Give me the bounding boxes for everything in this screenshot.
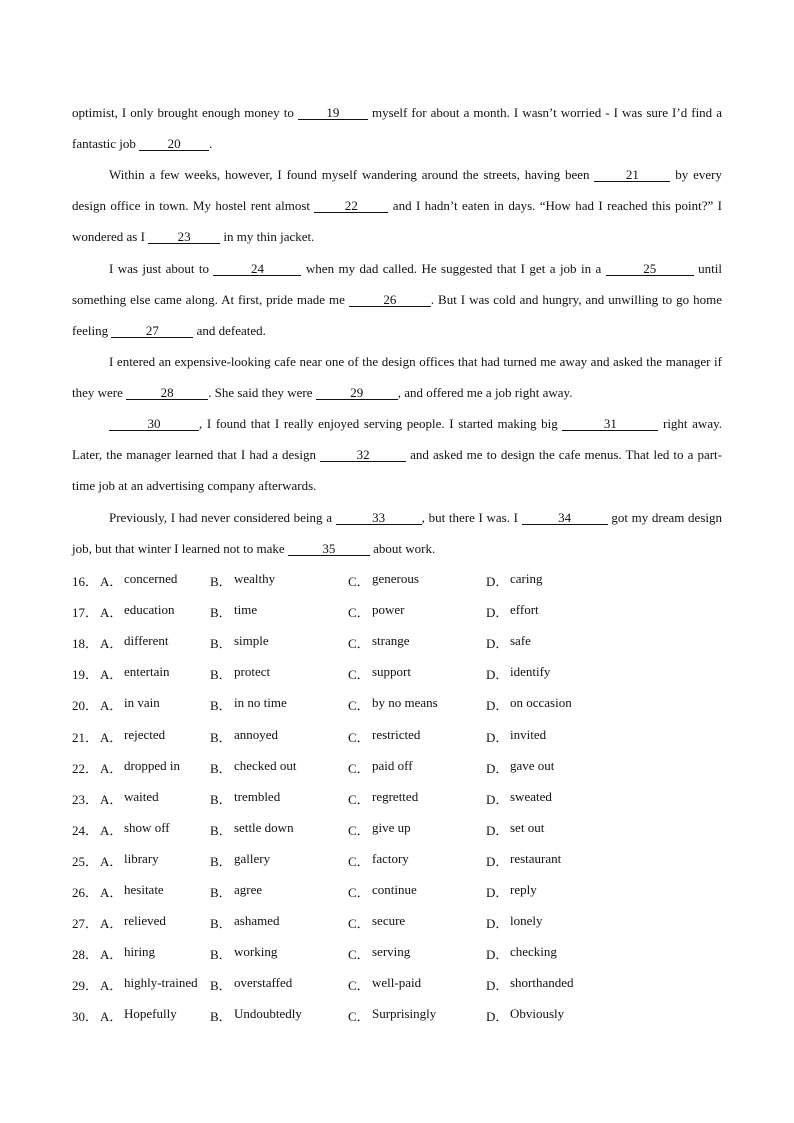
question-number: 17． <box>72 605 99 621</box>
option-label: C． <box>348 978 370 994</box>
option-text: regretted <box>372 788 419 804</box>
option-text: wealthy <box>234 571 276 587</box>
answer-blank: 31 <box>562 417 658 431</box>
option-text: show off <box>124 819 170 835</box>
option-label: B． <box>210 822 232 838</box>
question-row <box>72 565 732 596</box>
option-text: identify <box>510 664 551 680</box>
option-label: C． <box>348 667 370 683</box>
option-label: D． <box>486 853 509 869</box>
option-d <box>486 913 624 932</box>
option-text: gave out <box>510 757 555 773</box>
option-label: C． <box>348 916 370 932</box>
option-a <box>72 944 210 963</box>
option-label: D． <box>486 574 509 590</box>
option-label: A． <box>100 574 123 590</box>
passage-text: Within a few weeks, however, I found myself wandering around the streets, having been <box>109 167 595 182</box>
option-label: C． <box>348 605 370 621</box>
option-d <box>486 882 624 901</box>
option-label: A． <box>100 947 123 963</box>
option-c <box>348 789 486 808</box>
option-label: B． <box>210 760 232 776</box>
option-label: B． <box>210 605 232 621</box>
option-a <box>72 789 210 808</box>
option-label: B． <box>210 916 232 932</box>
option-text: annoyed <box>234 726 279 742</box>
answer-blank: 25 <box>606 262 694 276</box>
option-label: C． <box>348 947 370 963</box>
passage-text: , I found that I really enjoyed serving people. I started making big <box>199 416 563 431</box>
option-label: C． <box>348 729 370 745</box>
question-row <box>72 689 732 720</box>
option-label: D． <box>486 698 509 714</box>
answer-blank: 27 <box>111 324 193 338</box>
option-text: serving <box>372 944 411 960</box>
passage-text: . <box>209 136 213 152</box>
passage-text: by every design office in town. My hostel rent almost <box>72 167 722 214</box>
option-a <box>72 758 210 777</box>
option-text: time <box>234 602 258 618</box>
option-text: education <box>124 602 175 618</box>
answer-blank: 32 <box>320 448 406 462</box>
answer-blank: 20 <box>139 137 209 151</box>
question-row <box>72 814 732 845</box>
option-text: continue <box>372 881 417 897</box>
option-label: B． <box>210 698 232 714</box>
option-d <box>486 664 624 683</box>
option-label: C． <box>348 791 370 807</box>
option-c <box>348 664 486 683</box>
option-label: A． <box>100 916 123 932</box>
option-text: waited <box>124 788 159 804</box>
option-a <box>72 851 210 870</box>
question-number: 24． <box>72 822 99 838</box>
option-text: Hopefully <box>124 1006 177 1022</box>
option-text: support <box>372 664 411 680</box>
question-row <box>72 938 732 969</box>
option-text: rejected <box>124 726 166 742</box>
option-c <box>348 633 486 652</box>
option-label: C． <box>348 853 370 869</box>
option-b <box>210 602 348 621</box>
option-label: A． <box>100 822 123 838</box>
passage-paragraph <box>72 253 722 347</box>
option-label: B． <box>210 667 232 683</box>
option-text: highly-trained <box>124 975 198 991</box>
option-b <box>210 820 348 839</box>
option-label: A． <box>100 605 123 621</box>
option-label: B． <box>210 884 232 900</box>
option-c <box>348 602 486 621</box>
option-c <box>348 882 486 901</box>
option-b <box>210 882 348 901</box>
option-text: entertain <box>124 664 170 680</box>
option-text: effort <box>510 602 539 618</box>
option-label: D． <box>486 760 509 776</box>
option-d <box>486 975 624 994</box>
option-text: shorthanded <box>510 975 574 991</box>
option-a <box>72 882 210 901</box>
option-text: set out <box>510 819 545 835</box>
option-text: checked out <box>234 757 297 773</box>
passage-text: , and offered me a job right away. <box>397 385 573 401</box>
option-c <box>348 727 486 746</box>
option-text: working <box>234 944 278 960</box>
option-label: A． <box>100 698 123 714</box>
option-text: hesitate <box>124 881 164 897</box>
option-text: dropped in <box>124 757 180 773</box>
question-number: 27． <box>72 916 99 932</box>
passage-text: and asked me to design the cafe menus. That led to a part-time job at an advertising company afterwards. <box>72 447 722 494</box>
question-row <box>72 627 732 658</box>
question-row <box>72 845 732 876</box>
question-number: 22． <box>72 760 99 776</box>
option-label: C． <box>348 574 370 590</box>
option-text: well-paid <box>372 975 422 991</box>
option-text: caring <box>510 571 543 587</box>
option-text: library <box>124 850 159 866</box>
option-b <box>210 944 348 963</box>
option-text: paid off <box>372 757 413 773</box>
answer-blank: 24 <box>213 262 301 276</box>
option-text: reply <box>510 881 537 897</box>
answer-blank: 19 <box>298 106 368 120</box>
option-label: D． <box>486 791 509 807</box>
option-label: A． <box>100 1009 123 1025</box>
option-label: A． <box>100 667 123 683</box>
answer-blank: 22 <box>314 199 388 213</box>
option-c <box>348 944 486 963</box>
option-label: D． <box>486 884 509 900</box>
option-text: in no time <box>234 695 287 711</box>
option-a <box>72 727 210 746</box>
option-a <box>72 664 210 683</box>
option-label: C． <box>348 760 370 776</box>
option-text: in vain <box>124 695 160 711</box>
option-label: B． <box>210 853 232 869</box>
answer-blank: 35 <box>288 542 370 556</box>
option-label: B． <box>210 791 232 807</box>
option-c <box>348 695 486 714</box>
option-text: Surprisingly <box>372 1006 437 1022</box>
question-row <box>72 720 732 751</box>
option-b <box>210 913 348 932</box>
passage-text: and I hadn’t eaten in days. “How had I reached this point?” I wondered as I <box>72 198 722 245</box>
question-number: 20． <box>72 698 99 714</box>
option-label: A． <box>100 729 123 745</box>
passage-text: I entered an expensive-looking cafe near one of the design offices that had turned me away and asked the manager if they were <box>72 354 722 401</box>
option-b <box>210 851 348 870</box>
answer-blank: 29 <box>316 386 398 400</box>
passage-text: optimist, I only brought enough money to <box>72 105 298 120</box>
passage-paragraph <box>72 346 722 408</box>
question-row <box>72 752 732 783</box>
option-label: B． <box>210 978 232 994</box>
option-label: B． <box>210 574 232 590</box>
question-list <box>72 565 732 1031</box>
option-c <box>348 1006 486 1025</box>
passage-text: myself for about a month. I wasn’t worried - I was sure I’d find a fantastic job <box>72 105 723 152</box>
question-number: 21． <box>72 729 99 745</box>
option-label: D． <box>486 978 509 994</box>
passage-paragraph <box>72 97 722 159</box>
option-label: D． <box>486 947 509 963</box>
option-text: sweated <box>510 788 552 804</box>
option-b <box>210 1006 348 1025</box>
option-label: C． <box>348 884 370 900</box>
option-b <box>210 664 348 683</box>
option-d <box>486 602 624 621</box>
option-d <box>486 851 624 870</box>
option-text: trembled <box>234 788 281 804</box>
option-text: protect <box>234 664 271 680</box>
passage-paragraph <box>72 159 722 253</box>
option-b <box>210 633 348 652</box>
option-d <box>486 727 624 746</box>
option-text: safe <box>510 633 531 649</box>
option-a <box>72 820 210 839</box>
question-row <box>72 969 732 1000</box>
option-text: restricted <box>372 726 421 742</box>
option-label: B． <box>210 636 232 652</box>
option-label: C． <box>348 822 370 838</box>
option-label: D． <box>486 667 509 683</box>
option-label: D． <box>486 916 509 932</box>
option-text: secure <box>372 913 406 929</box>
option-label: A． <box>100 853 123 869</box>
option-a <box>72 913 210 932</box>
answer-blank: 23 <box>148 230 220 244</box>
option-a <box>72 1006 210 1025</box>
question-number: 19． <box>72 667 99 683</box>
option-c <box>348 975 486 994</box>
passage-paragraph <box>72 408 722 502</box>
passage-text: until something else came along. At first, pride made me <box>72 261 722 308</box>
question-number: 25． <box>72 853 99 869</box>
answer-blank: 28 <box>126 386 208 400</box>
option-label: C． <box>348 1009 370 1025</box>
question-number: 30． <box>72 1009 99 1025</box>
option-d <box>486 758 624 777</box>
option-text: Obviously <box>510 1006 565 1022</box>
passage-text: right away. Later, the manager learned that I had a design <box>72 416 722 463</box>
option-label: A． <box>100 884 123 900</box>
option-label: B． <box>210 1009 232 1025</box>
answer-blank: 26 <box>349 293 431 307</box>
option-text: simple <box>234 633 269 649</box>
option-label: C． <box>348 636 370 652</box>
passage-text: . But I was cold and hungry, and unwilling to go home feeling <box>72 292 722 339</box>
question-number: 28． <box>72 947 99 963</box>
passage-text: when my dad called. He suggested that I get a job in a <box>301 261 606 276</box>
option-text: invited <box>510 726 547 742</box>
option-text: ashamed <box>234 913 280 929</box>
option-c <box>348 571 486 590</box>
option-label: D． <box>486 822 509 838</box>
question-number: 29． <box>72 978 99 994</box>
answer-blank: 33 <box>336 511 422 525</box>
passage-text: I was just about to <box>109 261 214 276</box>
option-text: restaurant <box>510 850 562 866</box>
option-a <box>72 602 210 621</box>
passage-text: got my dream design job, but that winter I learned not to make <box>72 510 722 557</box>
question-number: 18． <box>72 636 99 652</box>
option-label: A． <box>100 636 123 652</box>
option-text: concerned <box>124 571 178 587</box>
option-b <box>210 758 348 777</box>
option-text: by no means <box>372 695 438 711</box>
option-b <box>210 571 348 590</box>
passage-text: about work. <box>369 541 436 557</box>
option-a <box>72 633 210 652</box>
option-text: overstaffed <box>234 975 293 991</box>
option-text: agree <box>234 881 263 897</box>
answer-blank: 21 <box>594 168 670 182</box>
option-d <box>486 944 624 963</box>
answer-blank: 30 <box>109 417 199 431</box>
passage-text: . She said they were <box>208 385 316 401</box>
option-c <box>348 851 486 870</box>
option-text: gallery <box>234 850 271 866</box>
option-text: relieved <box>124 913 166 929</box>
option-text: power <box>372 602 405 618</box>
option-b <box>210 975 348 994</box>
option-d <box>486 571 624 590</box>
option-text: strange <box>372 633 410 649</box>
option-text: generous <box>372 571 419 587</box>
passage-text: Previously, I had never considered being a <box>109 510 336 525</box>
option-label: C． <box>348 698 370 714</box>
question-number: 16． <box>72 574 99 590</box>
option-c <box>348 758 486 777</box>
option-text: different <box>124 633 169 649</box>
option-text: hiring <box>124 944 156 960</box>
question-row <box>72 783 732 814</box>
passage-paragraph <box>72 502 722 564</box>
answer-blank: 34 <box>522 511 608 525</box>
option-text: checking <box>510 944 557 960</box>
option-label: B． <box>210 729 232 745</box>
question-row <box>72 658 732 689</box>
option-label: B． <box>210 947 232 963</box>
question-number: 26． <box>72 884 99 900</box>
option-text: on occasion <box>510 695 572 711</box>
passage-text: , but there I was. I <box>421 510 522 525</box>
question-row <box>72 596 732 627</box>
option-a <box>72 975 210 994</box>
option-a <box>72 571 210 590</box>
option-b <box>210 789 348 808</box>
option-d <box>486 695 624 714</box>
option-text: give up <box>372 819 411 835</box>
passage-text: in my thin jacket. <box>220 229 315 245</box>
option-d <box>486 789 624 808</box>
option-text: lonely <box>510 913 543 929</box>
option-label: D． <box>486 605 509 621</box>
option-d <box>486 820 624 839</box>
option-label: A． <box>100 978 123 994</box>
question-row <box>72 1000 732 1031</box>
option-c <box>348 913 486 932</box>
option-d <box>486 633 624 652</box>
question-row <box>72 876 732 907</box>
question-row <box>72 907 732 938</box>
option-label: A． <box>100 791 123 807</box>
option-c <box>348 820 486 839</box>
option-b <box>210 727 348 746</box>
option-b <box>210 695 348 714</box>
passage-text: and defeated. <box>193 323 266 339</box>
option-text: Undoubtedly <box>234 1006 302 1022</box>
option-d <box>486 1006 624 1025</box>
option-label: D． <box>486 729 509 745</box>
option-label: D． <box>486 1009 509 1025</box>
question-number: 23． <box>72 791 99 807</box>
option-label: A． <box>100 760 123 776</box>
option-label: D． <box>486 636 509 652</box>
option-text: factory <box>372 850 409 866</box>
option-text: settle down <box>234 819 294 835</box>
option-a <box>72 695 210 714</box>
